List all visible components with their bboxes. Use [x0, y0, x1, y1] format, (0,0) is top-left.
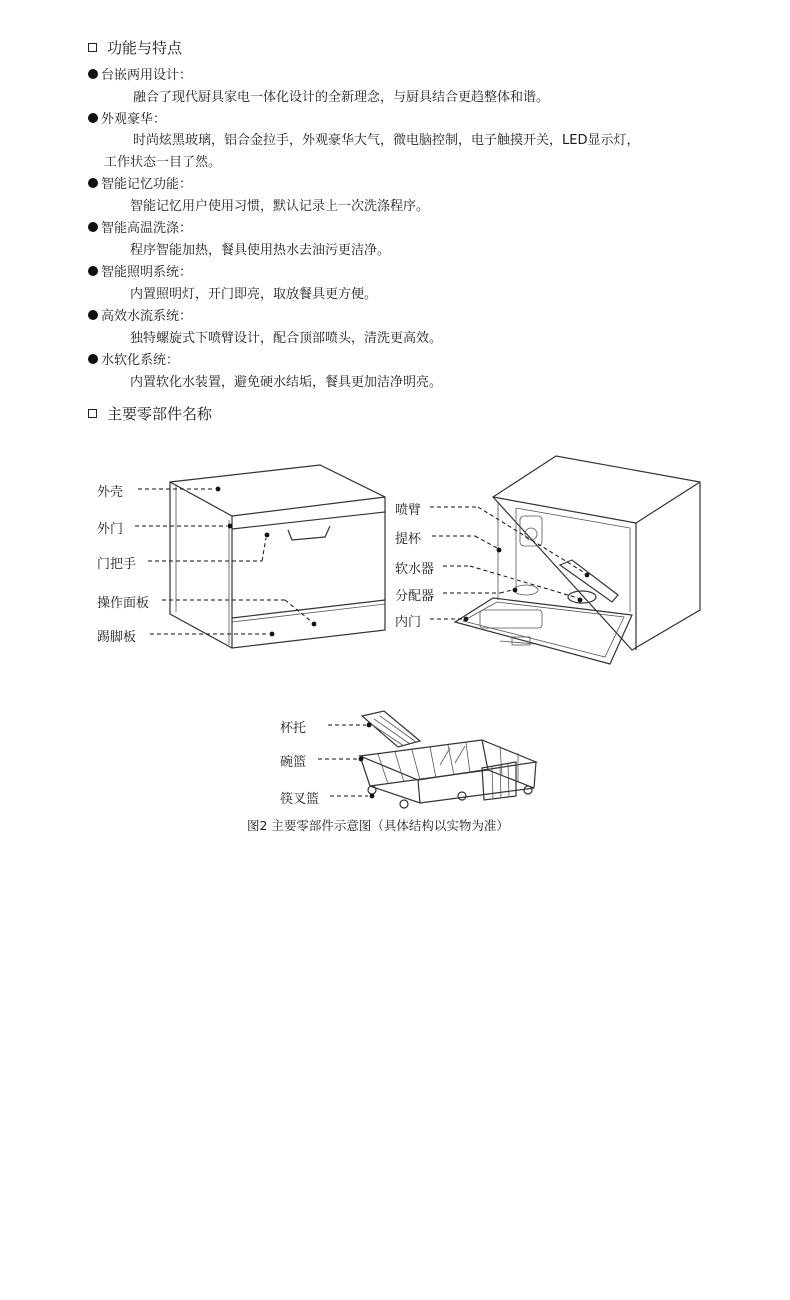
leader-lines-right	[430, 507, 589, 621]
feature-title-high-temp: 智能高温洗涤：	[88, 217, 192, 236]
open-dishwasher-drawing	[455, 456, 700, 664]
feature-text: 程序智能加热，餐具使用热水去油污更洁净。	[130, 243, 391, 258]
figure-caption: 图2 主要零部件示意图（具体结构以实物为准）	[247, 818, 509, 833]
feature-text: 智能记忆用户使用习惯，默认记录上一次洗涤程序。	[130, 199, 430, 214]
label-spray-arm: 喷臂	[395, 503, 422, 518]
label-outer-shell: 外壳	[97, 485, 124, 500]
leader-lines-rack	[318, 723, 374, 799]
dish-rack-drawing	[360, 711, 536, 808]
label-bowl-basket: 碗篮	[280, 755, 307, 770]
section-title: 主要零部件名称	[107, 405, 213, 423]
feature-title-water-flow: 高效水流系统：	[88, 305, 192, 324]
label-door-handle: 门把手	[97, 557, 137, 572]
feature-text: 内置软化水装置，避免硬水结垢，餐具更加洁净明亮。	[130, 375, 443, 390]
feature-text: 独特螺旋式下喷臂设计，配合顶部喷头，清洗更高效。	[130, 331, 443, 346]
feature-title-dual-use: 台嵌两用设计：	[88, 64, 192, 83]
section-title: 功能与特点	[107, 39, 183, 57]
label-water-softener: 软水器	[395, 562, 435, 577]
feature-title-lighting: 智能照明系统：	[88, 261, 192, 280]
label-outer-door: 外门	[97, 522, 124, 537]
label-control-panel: 操作面板	[97, 596, 150, 611]
feature-text: 内置照明灯，开门即亮，取放餐具更方便。	[130, 287, 378, 302]
label-cup-lifter: 提杯	[395, 532, 422, 547]
label-cup-rack: 杯托	[280, 721, 307, 736]
feature-title-memory: 智能记忆功能：	[88, 173, 192, 192]
feature-text: 时尚炫黑玻璃，铝合金拉手，外观豪华大气，微电脑控制，电子触摸开关，LED显示灯，	[133, 133, 640, 148]
feature-text: 工作状态一目了然。	[104, 155, 222, 170]
feature-text: 融合了现代厨具家电一体化设计的全新理念，与厨具结合更趋整体和谐。	[133, 90, 550, 105]
label-kick-plate: 踢脚板	[97, 630, 137, 645]
feature-title-appearance: 外观豪华：	[88, 108, 166, 127]
label-inner-door: 内门	[395, 615, 422, 630]
feature-title-water-softener: 水软化系统：	[88, 349, 179, 368]
label-cutlery-basket: 筷叉篮	[280, 792, 320, 807]
closed-dishwasher-drawing	[170, 465, 385, 648]
label-dispenser: 分配器	[395, 589, 435, 604]
